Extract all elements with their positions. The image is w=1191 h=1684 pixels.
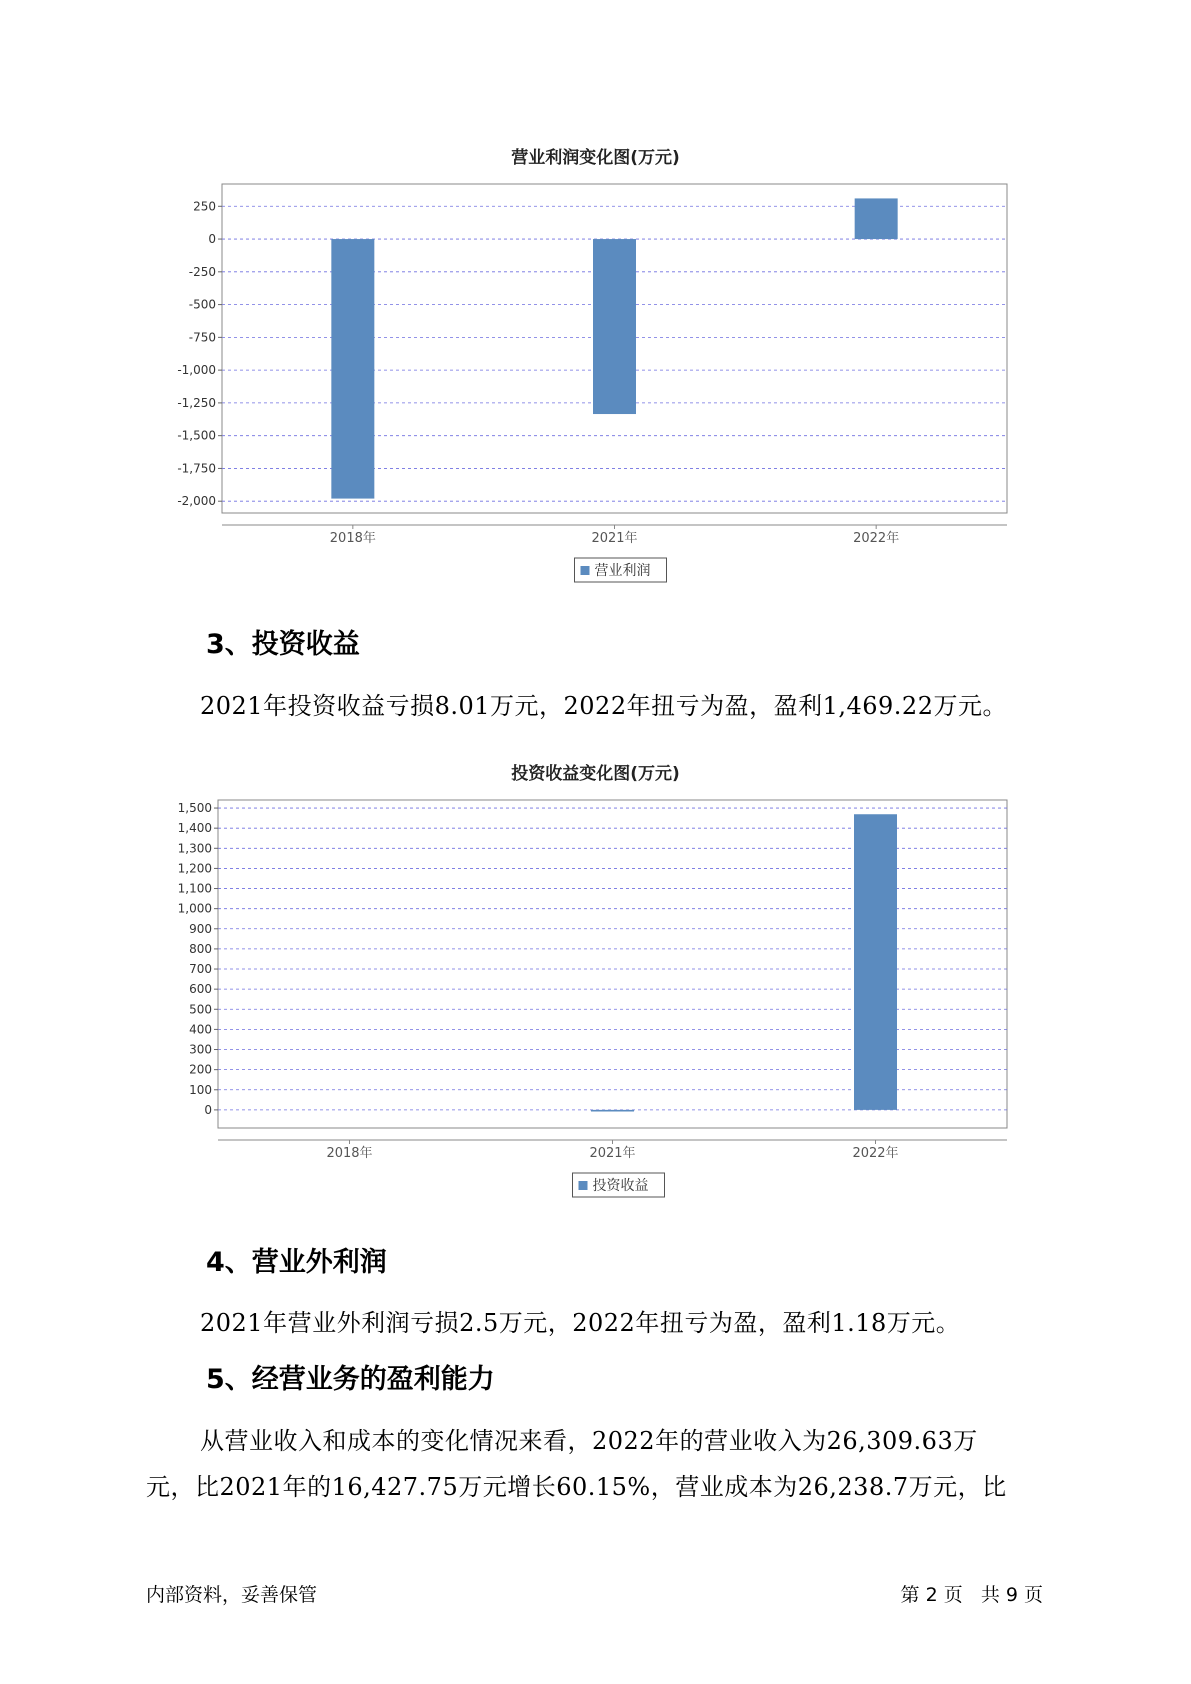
y-tick-label: 1,000 (177, 901, 212, 916)
section-5-line-2: 元，比2021年的16,427.75万元增长60.15%，营业成本为26,238.7万元，比 (146, 1473, 1007, 1501)
y-tick-label: 1,300 (177, 841, 212, 856)
y-tick-label: 1,200 (177, 861, 212, 876)
section-4-heading: 4、营业外利润 (206, 1247, 387, 1278)
op-profit-chart-title: 营业利润变化图(万元) (511, 148, 680, 168)
y-tick-label: 500 (189, 1002, 212, 1017)
y-tick-label: -1,750 (177, 461, 216, 476)
section-3-line: 2021年投资收益亏损8.01万元，2022年扭亏为盈，盈利1,469.22万元。 (200, 692, 1007, 720)
y-tick-label: 1,100 (177, 881, 212, 896)
footer-page-number: 第 2 页 共 9 页 (900, 1584, 1043, 1606)
y-tick-label: 100 (189, 1082, 212, 1097)
legend-label: 营业利润 (594, 563, 651, 579)
y-tick-label: 1,500 (177, 801, 212, 816)
x-tick-label: 2022年 (853, 531, 900, 546)
y-tick-label: -250 (188, 264, 216, 279)
y-tick-label: 600 (189, 982, 212, 997)
y-tick-label: 700 (189, 962, 212, 977)
section-4-text (146, 1300, 1061, 1346)
legend-swatch (581, 566, 590, 575)
y-tick-label: -500 (188, 297, 216, 312)
x-tick-label: 2018年 (326, 1146, 373, 1161)
y-tick-label: 800 (189, 941, 212, 956)
y-tick-label: 0 (208, 232, 216, 247)
inv-income-chart (0, 790, 1191, 1210)
op-profit-chart (0, 180, 1191, 600)
x-tick-label: 2021年 (589, 1146, 636, 1161)
section-5-text (146, 1418, 1061, 1510)
bar (854, 814, 897, 1110)
inv-income-chart-title: 投资收益变化图(万元) (511, 764, 680, 784)
section-3-text (146, 683, 1061, 729)
bar (591, 1110, 634, 1112)
y-tick-label: 0 (204, 1102, 212, 1117)
section-3-heading: 3、投资收益 (206, 629, 360, 660)
y-tick-label: -750 (188, 330, 216, 345)
y-tick-label: 250 (193, 199, 216, 214)
y-tick-label: 900 (189, 921, 212, 936)
y-tick-label: 200 (189, 1062, 212, 1077)
legend-swatch (579, 1181, 588, 1190)
bar (855, 198, 898, 239)
bar (593, 239, 636, 414)
section-4-line: 2021年营业外利润亏损2.5万元，2022年扭亏为盈，盈利1.18万元。 (200, 1309, 961, 1337)
y-tick-label: 300 (189, 1042, 212, 1057)
x-tick-label: 2018年 (329, 531, 376, 546)
y-tick-label: -1,250 (177, 395, 216, 410)
legend-label: 投资收益 (592, 1178, 649, 1194)
x-tick-label: 2022年 (852, 1146, 899, 1161)
section-5-heading: 5、经营业务的盈利能力 (206, 1364, 495, 1395)
y-tick-label: 1,400 (177, 821, 212, 836)
y-tick-label: 400 (189, 1022, 212, 1037)
y-tick-label: -1,500 (177, 428, 216, 443)
x-tick-label: 2021年 (591, 531, 638, 546)
section-5-line-1: 从营业收入和成本的变化情况来看，2022年的营业收入为26,309.63万 (200, 1427, 978, 1455)
footer-confidential: 内部资料，妥善保管 (146, 1584, 318, 1606)
y-tick-label: -2,000 (177, 494, 216, 509)
bar (331, 239, 374, 499)
y-tick-label: -1,000 (177, 363, 216, 378)
